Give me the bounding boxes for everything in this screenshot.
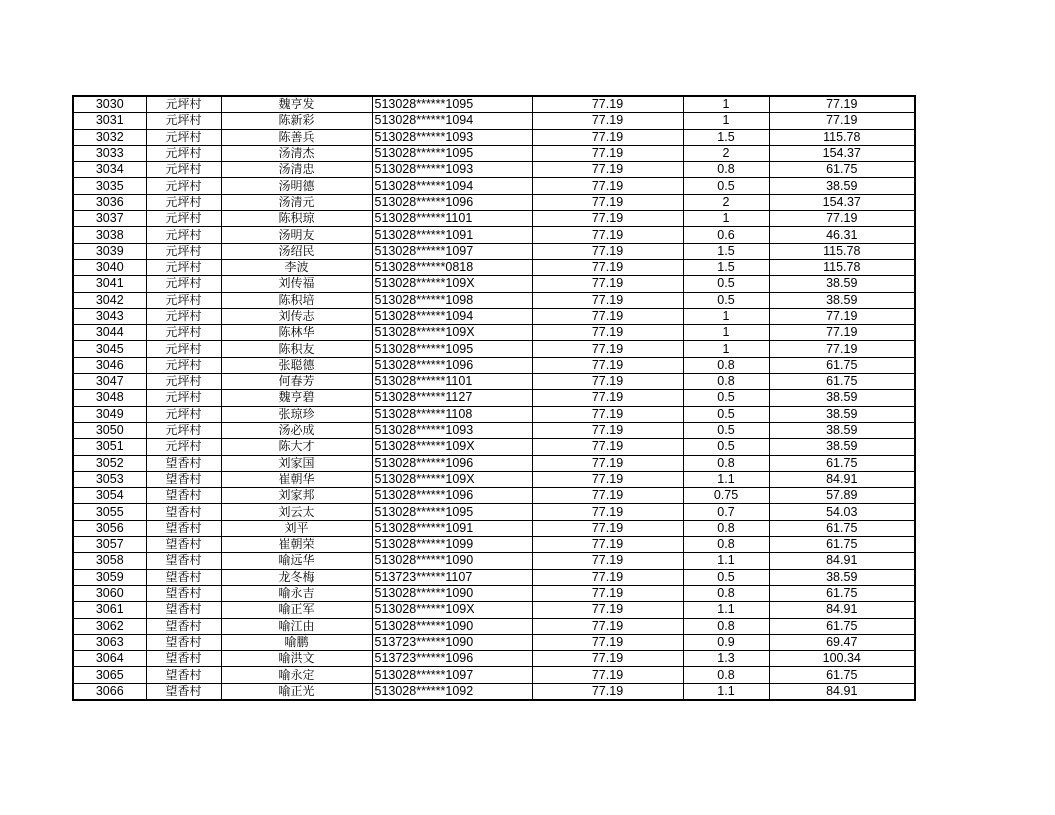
- rate-cell: 77.19: [532, 357, 683, 373]
- person-name-cell: 陈大才: [221, 439, 372, 455]
- amount-cell: 77.19: [769, 113, 915, 129]
- rate-cell: 77.19: [532, 439, 683, 455]
- id-number-cell: 513028******1101: [372, 374, 532, 390]
- row-number-cell: 3036: [73, 194, 146, 210]
- id-number-cell: 513028******1090: [372, 553, 532, 569]
- table-row: [73, 471, 915, 487]
- rate-cell: 77.19: [532, 585, 683, 601]
- amount-cell: 38.59: [769, 292, 915, 308]
- village-cell: 望香村: [146, 537, 221, 553]
- area-cell: 0.5: [683, 439, 769, 455]
- row-number-cell: 3058: [73, 553, 146, 569]
- village-cell: 元坪村: [146, 357, 221, 373]
- id-number-cell: 513028******1096: [372, 194, 532, 210]
- village-cell: 元坪村: [146, 374, 221, 390]
- table-row: [73, 227, 915, 243]
- amount-cell: 38.59: [769, 390, 915, 406]
- row-number-cell: 3062: [73, 618, 146, 634]
- person-name-cell: 刘平: [221, 520, 372, 536]
- data-table: [72, 95, 916, 701]
- village-cell: 望香村: [146, 504, 221, 520]
- village-cell: 望香村: [146, 520, 221, 536]
- village-cell: 望香村: [146, 471, 221, 487]
- table-row: [73, 488, 915, 504]
- area-cell: 0.5: [683, 292, 769, 308]
- table-row: [73, 683, 915, 700]
- area-cell: 1: [683, 113, 769, 129]
- amount-cell: 69.47: [769, 634, 915, 650]
- area-cell: 1.1: [683, 471, 769, 487]
- id-number-cell: 513028******1093: [372, 162, 532, 178]
- row-number-cell: 3051: [73, 439, 146, 455]
- id-number-cell: 513028******1090: [372, 585, 532, 601]
- village-cell: 元坪村: [146, 194, 221, 210]
- rate-cell: 77.19: [532, 520, 683, 536]
- amount-cell: 77.19: [769, 341, 915, 357]
- id-number-cell: 513028******0818: [372, 259, 532, 275]
- table-row: [73, 194, 915, 210]
- area-cell: 0.75: [683, 488, 769, 504]
- village-cell: 元坪村: [146, 227, 221, 243]
- village-cell: 元坪村: [146, 292, 221, 308]
- area-cell: 0.5: [683, 422, 769, 438]
- amount-cell: 61.75: [769, 667, 915, 683]
- rate-cell: 77.19: [532, 634, 683, 650]
- table-row: [73, 406, 915, 422]
- id-number-cell: 513028******109X: [372, 325, 532, 341]
- table-row: [73, 634, 915, 650]
- person-name-cell: 陈林华: [221, 325, 372, 341]
- id-number-cell: 513028******1094: [372, 113, 532, 129]
- id-number-cell: 513028******1095: [372, 341, 532, 357]
- amount-cell: 77.19: [769, 308, 915, 324]
- id-number-cell: 513028******1091: [372, 520, 532, 536]
- row-number-cell: 3055: [73, 504, 146, 520]
- area-cell: 0.5: [683, 569, 769, 585]
- rate-cell: 77.19: [532, 618, 683, 634]
- amount-cell: 77.19: [769, 211, 915, 227]
- person-name-cell: 汤清忠: [221, 162, 372, 178]
- person-name-cell: 汤明德: [221, 178, 372, 194]
- rate-cell: 77.19: [532, 504, 683, 520]
- village-cell: 元坪村: [146, 113, 221, 129]
- table-row: [73, 618, 915, 634]
- area-cell: 0.8: [683, 455, 769, 471]
- person-name-cell: 李波: [221, 259, 372, 275]
- amount-cell: 61.75: [769, 374, 915, 390]
- id-number-cell: 513028******1095: [372, 504, 532, 520]
- amount-cell: 100.34: [769, 651, 915, 667]
- table-row: [73, 243, 915, 259]
- table-row: [73, 422, 915, 438]
- row-number-cell: 3056: [73, 520, 146, 536]
- table-row: [73, 585, 915, 601]
- table-row: [73, 374, 915, 390]
- rate-cell: 77.19: [532, 406, 683, 422]
- person-name-cell: 崔朝华: [221, 471, 372, 487]
- rate-cell: 77.19: [532, 537, 683, 553]
- row-number-cell: 3043: [73, 308, 146, 324]
- person-name-cell: 何春芳: [221, 374, 372, 390]
- id-number-cell: 513028******1098: [372, 292, 532, 308]
- amount-cell: 84.91: [769, 602, 915, 618]
- id-number-cell: 513028******1108: [372, 406, 532, 422]
- area-cell: 1.5: [683, 259, 769, 275]
- rate-cell: 77.19: [532, 129, 683, 145]
- row-number-cell: 3033: [73, 145, 146, 161]
- row-number-cell: 3047: [73, 374, 146, 390]
- amount-cell: 61.75: [769, 357, 915, 373]
- row-number-cell: 3044: [73, 325, 146, 341]
- row-number-cell: 3054: [73, 488, 146, 504]
- rate-cell: 77.19: [532, 488, 683, 504]
- id-number-cell: 513028******109X: [372, 276, 532, 292]
- row-number-cell: 3066: [73, 683, 146, 700]
- village-cell: 元坪村: [146, 243, 221, 259]
- rate-cell: 77.19: [532, 96, 683, 113]
- id-number-cell: 513028******1093: [372, 422, 532, 438]
- amount-cell: 61.75: [769, 520, 915, 536]
- amount-cell: 77.19: [769, 96, 915, 113]
- amount-cell: 54.03: [769, 504, 915, 520]
- id-number-cell: 513028******1091: [372, 227, 532, 243]
- row-number-cell: 3031: [73, 113, 146, 129]
- amount-cell: 38.59: [769, 439, 915, 455]
- rate-cell: 77.19: [532, 243, 683, 259]
- table-row: [73, 276, 915, 292]
- row-number-cell: 3039: [73, 243, 146, 259]
- person-name-cell: 陈积友: [221, 341, 372, 357]
- id-number-cell: 513028******1094: [372, 178, 532, 194]
- village-cell: 望香村: [146, 585, 221, 601]
- id-number-cell: 513028******1101: [372, 211, 532, 227]
- row-number-cell: 3035: [73, 178, 146, 194]
- village-cell: 元坪村: [146, 211, 221, 227]
- id-number-cell: 513028******1093: [372, 129, 532, 145]
- amount-cell: 154.37: [769, 194, 915, 210]
- rate-cell: 77.19: [532, 178, 683, 194]
- table-row: [73, 569, 915, 585]
- rate-cell: 77.19: [532, 227, 683, 243]
- id-number-cell: 513028******109X: [372, 602, 532, 618]
- id-number-cell: 513028******109X: [372, 471, 532, 487]
- area-cell: 1: [683, 341, 769, 357]
- person-name-cell: 陈新彩: [221, 113, 372, 129]
- amount-cell: 154.37: [769, 145, 915, 161]
- rate-cell: 77.19: [532, 651, 683, 667]
- table-row: [73, 390, 915, 406]
- rate-cell: 77.19: [532, 471, 683, 487]
- person-name-cell: 陈善兵: [221, 129, 372, 145]
- id-number-cell: 513028******1095: [372, 145, 532, 161]
- person-name-cell: 汤必成: [221, 422, 372, 438]
- area-cell: 0.5: [683, 390, 769, 406]
- rate-cell: 77.19: [532, 194, 683, 210]
- person-name-cell: 张聪德: [221, 357, 372, 373]
- person-name-cell: 刘传志: [221, 308, 372, 324]
- rate-cell: 77.19: [532, 422, 683, 438]
- table-row: [73, 504, 915, 520]
- rate-cell: 77.19: [532, 211, 683, 227]
- row-number-cell: 3052: [73, 455, 146, 471]
- row-number-cell: 3037: [73, 211, 146, 227]
- person-name-cell: 魏亨碧: [221, 390, 372, 406]
- id-number-cell: 513028******1096: [372, 455, 532, 471]
- village-cell: 望香村: [146, 455, 221, 471]
- rate-cell: 77.19: [532, 308, 683, 324]
- person-name-cell: 汤清杰: [221, 145, 372, 161]
- village-cell: 望香村: [146, 553, 221, 569]
- person-name-cell: 刘家邦: [221, 488, 372, 504]
- row-number-cell: 3041: [73, 276, 146, 292]
- table-row: [73, 292, 915, 308]
- person-name-cell: 汤清元: [221, 194, 372, 210]
- table-row: [73, 439, 915, 455]
- village-cell: 元坪村: [146, 178, 221, 194]
- village-cell: 元坪村: [146, 341, 221, 357]
- area-cell: 0.8: [683, 667, 769, 683]
- id-number-cell: 513028******1092: [372, 683, 532, 700]
- amount-cell: 61.75: [769, 455, 915, 471]
- rate-cell: 77.19: [532, 455, 683, 471]
- id-number-cell: 513028******1095: [372, 96, 532, 113]
- area-cell: 0.7: [683, 504, 769, 520]
- rate-cell: 77.19: [532, 113, 683, 129]
- amount-cell: 61.75: [769, 585, 915, 601]
- area-cell: 1.1: [683, 602, 769, 618]
- village-cell: 元坪村: [146, 96, 221, 113]
- village-cell: 元坪村: [146, 308, 221, 324]
- area-cell: 0.8: [683, 374, 769, 390]
- row-number-cell: 3060: [73, 585, 146, 601]
- village-cell: 元坪村: [146, 259, 221, 275]
- village-cell: 元坪村: [146, 406, 221, 422]
- rate-cell: 77.19: [532, 325, 683, 341]
- amount-cell: 77.19: [769, 325, 915, 341]
- table-row: [73, 113, 915, 129]
- table-row: [73, 162, 915, 178]
- row-number-cell: 3048: [73, 390, 146, 406]
- area-cell: 1: [683, 211, 769, 227]
- row-number-cell: 3059: [73, 569, 146, 585]
- person-name-cell: 喻永吉: [221, 585, 372, 601]
- row-number-cell: 3063: [73, 634, 146, 650]
- person-name-cell: 喻洪文: [221, 651, 372, 667]
- village-cell: 望香村: [146, 488, 221, 504]
- area-cell: 0.8: [683, 585, 769, 601]
- person-name-cell: 崔朝荣: [221, 537, 372, 553]
- village-cell: 元坪村: [146, 145, 221, 161]
- area-cell: 1.1: [683, 553, 769, 569]
- rate-cell: 77.19: [532, 390, 683, 406]
- village-cell: 元坪村: [146, 162, 221, 178]
- id-number-cell: 513028******1097: [372, 243, 532, 259]
- village-cell: 望香村: [146, 618, 221, 634]
- row-number-cell: 3032: [73, 129, 146, 145]
- rate-cell: 77.19: [532, 374, 683, 390]
- rate-cell: 77.19: [532, 292, 683, 308]
- area-cell: 0.8: [683, 618, 769, 634]
- row-number-cell: 3049: [73, 406, 146, 422]
- id-number-cell: 513028******1096: [372, 357, 532, 373]
- person-name-cell: 喻永定: [221, 667, 372, 683]
- area-cell: 0.8: [683, 162, 769, 178]
- table-row: [73, 308, 915, 324]
- area-cell: 1.1: [683, 683, 769, 700]
- amount-cell: 46.31: [769, 227, 915, 243]
- person-name-cell: 喻远华: [221, 553, 372, 569]
- person-name-cell: 陈积琼: [221, 211, 372, 227]
- row-number-cell: 3040: [73, 259, 146, 275]
- rate-cell: 77.19: [532, 683, 683, 700]
- row-number-cell: 3030: [73, 96, 146, 113]
- area-cell: 0.5: [683, 178, 769, 194]
- row-number-cell: 3042: [73, 292, 146, 308]
- id-number-cell: 513028******1099: [372, 537, 532, 553]
- person-name-cell: 喻鹏: [221, 634, 372, 650]
- table-row: [73, 145, 915, 161]
- amount-cell: 57.89: [769, 488, 915, 504]
- id-number-cell: 513028******1127: [372, 390, 532, 406]
- village-cell: 望香村: [146, 602, 221, 618]
- amount-cell: 84.91: [769, 471, 915, 487]
- area-cell: 0.6: [683, 227, 769, 243]
- id-number-cell: 513028******109X: [372, 439, 532, 455]
- rate-cell: 77.19: [532, 145, 683, 161]
- row-number-cell: 3050: [73, 422, 146, 438]
- table-row: [73, 455, 915, 471]
- row-number-cell: 3038: [73, 227, 146, 243]
- id-number-cell: 513028******1094: [372, 308, 532, 324]
- table-row: [73, 259, 915, 275]
- amount-cell: 61.75: [769, 618, 915, 634]
- village-cell: 望香村: [146, 683, 221, 700]
- area-cell: 0.8: [683, 357, 769, 373]
- table-row: [73, 520, 915, 536]
- area-cell: 1: [683, 96, 769, 113]
- rate-cell: 77.19: [532, 602, 683, 618]
- id-number-cell: 513028******1090: [372, 618, 532, 634]
- person-name-cell: 张琼珍: [221, 406, 372, 422]
- amount-cell: 38.59: [769, 178, 915, 194]
- amount-cell: 61.75: [769, 162, 915, 178]
- table-row: [73, 651, 915, 667]
- amount-cell: 38.59: [769, 569, 915, 585]
- id-number-cell: 513723******1090: [372, 634, 532, 650]
- village-cell: 望香村: [146, 651, 221, 667]
- amount-cell: 84.91: [769, 683, 915, 700]
- area-cell: 2: [683, 194, 769, 210]
- amount-cell: 38.59: [769, 276, 915, 292]
- village-cell: 元坪村: [146, 129, 221, 145]
- row-number-cell: 3034: [73, 162, 146, 178]
- rate-cell: 77.19: [532, 553, 683, 569]
- rate-cell: 77.19: [532, 259, 683, 275]
- table-row: [73, 211, 915, 227]
- person-name-cell: 刘传福: [221, 276, 372, 292]
- person-name-cell: 龙冬梅: [221, 569, 372, 585]
- person-name-cell: 魏亨发: [221, 96, 372, 113]
- amount-cell: 115.78: [769, 243, 915, 259]
- row-number-cell: 3045: [73, 341, 146, 357]
- area-cell: 1.5: [683, 129, 769, 145]
- person-name-cell: 汤绍民: [221, 243, 372, 259]
- area-cell: 1: [683, 308, 769, 324]
- area-cell: 0.9: [683, 634, 769, 650]
- table-row: [73, 537, 915, 553]
- person-name-cell: 喻正光: [221, 683, 372, 700]
- id-number-cell: 513723******1107: [372, 569, 532, 585]
- id-number-cell: 513723******1096: [372, 651, 532, 667]
- rate-cell: 77.19: [532, 341, 683, 357]
- village-cell: 元坪村: [146, 325, 221, 341]
- area-cell: 0.5: [683, 406, 769, 422]
- area-cell: 1.3: [683, 651, 769, 667]
- person-name-cell: 喻正军: [221, 602, 372, 618]
- area-cell: 1.5: [683, 243, 769, 259]
- village-cell: 元坪村: [146, 390, 221, 406]
- id-number-cell: 513028******1097: [372, 667, 532, 683]
- table-body: [73, 96, 915, 700]
- row-number-cell: 3065: [73, 667, 146, 683]
- table-row: [73, 357, 915, 373]
- area-cell: 2: [683, 145, 769, 161]
- row-number-cell: 3057: [73, 537, 146, 553]
- row-number-cell: 3046: [73, 357, 146, 373]
- person-name-cell: 刘家国: [221, 455, 372, 471]
- person-name-cell: 陈积培: [221, 292, 372, 308]
- area-cell: 1: [683, 325, 769, 341]
- rate-cell: 77.19: [532, 276, 683, 292]
- table-row: [73, 178, 915, 194]
- table-row: [73, 325, 915, 341]
- area-cell: 0.8: [683, 537, 769, 553]
- village-cell: 望香村: [146, 569, 221, 585]
- amount-cell: 38.59: [769, 422, 915, 438]
- area-cell: 0.8: [683, 520, 769, 536]
- row-number-cell: 3053: [73, 471, 146, 487]
- id-number-cell: 513028******1096: [372, 488, 532, 504]
- table-row: [73, 553, 915, 569]
- rate-cell: 77.19: [532, 162, 683, 178]
- amount-cell: 84.91: [769, 553, 915, 569]
- table-row: [73, 96, 915, 113]
- village-cell: 望香村: [146, 667, 221, 683]
- table-row: [73, 129, 915, 145]
- village-cell: 元坪村: [146, 276, 221, 292]
- person-name-cell: 汤明友: [221, 227, 372, 243]
- village-cell: 元坪村: [146, 422, 221, 438]
- rate-cell: 77.19: [532, 667, 683, 683]
- village-cell: 元坪村: [146, 439, 221, 455]
- table-row: [73, 341, 915, 357]
- row-number-cell: 3061: [73, 602, 146, 618]
- amount-cell: 115.78: [769, 129, 915, 145]
- area-cell: 0.5: [683, 276, 769, 292]
- person-name-cell: 刘云太: [221, 504, 372, 520]
- amount-cell: 38.59: [769, 406, 915, 422]
- table-row: [73, 602, 915, 618]
- rate-cell: 77.19: [532, 569, 683, 585]
- amount-cell: 61.75: [769, 537, 915, 553]
- person-name-cell: 喻江由: [221, 618, 372, 634]
- amount-cell: 115.78: [769, 259, 915, 275]
- table-row: [73, 667, 915, 683]
- row-number-cell: 3064: [73, 651, 146, 667]
- village-cell: 望香村: [146, 634, 221, 650]
